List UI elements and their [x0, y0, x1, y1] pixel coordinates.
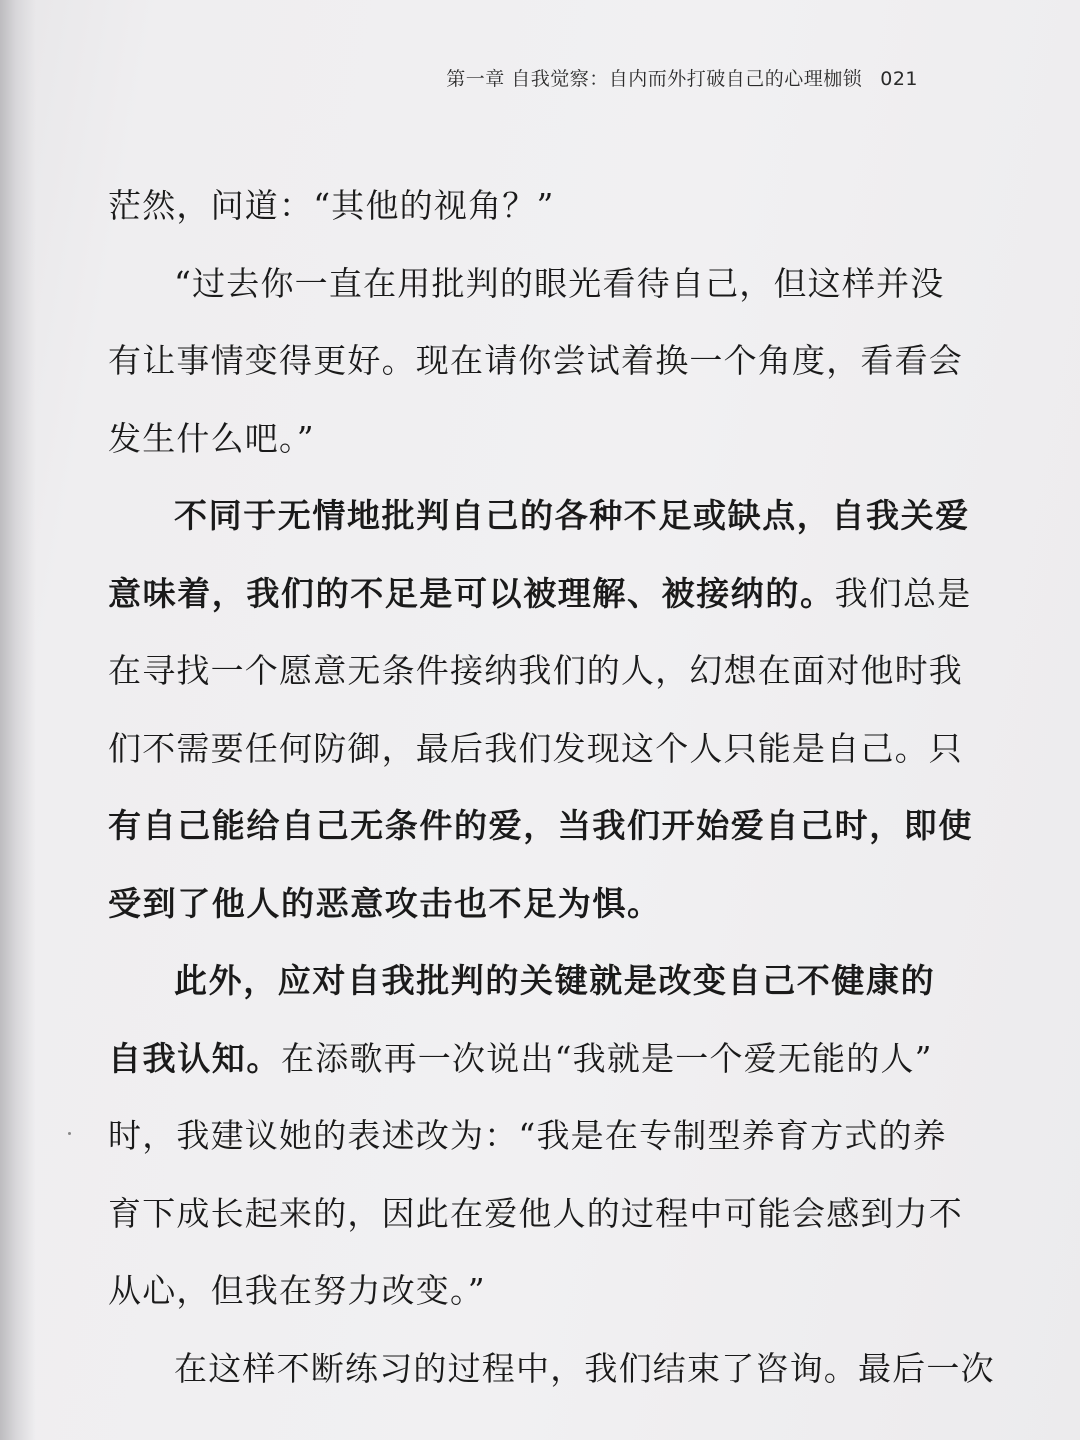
page-gutter-shadow — [0, 0, 36, 1440]
bold-text-segment: 意味着，我们的不足是可以被理解、被接纳的。 — [108, 573, 835, 613]
text-line: 在寻找一个愿意无条件接纳我们的人，幻想在面对他时我 — [108, 651, 963, 690]
text-line-mixed — [108, 1031, 958, 1109]
bold-text-segment: 自我认知。 — [108, 1038, 281, 1078]
text-segment: 我们总是 — [834, 573, 972, 613]
text-line: 时，我建议她的表述改为：“我是在专制型养育方式的养 — [108, 1116, 947, 1155]
text-line: 有让事情变得更好。现在请你尝试着换一个角度，看看会 — [108, 341, 963, 380]
text-line: 发生什么吧。” — [108, 418, 315, 458]
page-number: 021 — [880, 68, 918, 90]
running-header — [446, 64, 918, 91]
text-line: 们不需要任何防御，最后我们发现这个人只能是自己。只 — [108, 728, 963, 768]
text-line-mixed — [108, 566, 972, 644]
text-line: 茫然，问道：“其他的视角？” — [108, 186, 555, 225]
bold-text-line: 有自己能给自己无条件的爱，当我们开始爱自己时，即使 — [108, 806, 973, 845]
bold-text-line: 此外，应对自我批判的关键就是改变自己不健康的 — [174, 961, 936, 1000]
text-line: 在这样不断练习的过程中，我们结束了咨询。最后一次 — [174, 1348, 995, 1388]
text-line: 从心，但我在努力改变。” — [108, 1271, 486, 1310]
bold-text-line: 受到了他人的恶意攻击也不足为惧。 — [108, 883, 662, 923]
body-text — [108, 178, 995, 1418]
bold-text-line: 不同于无情地批判自己的各种不足或缺点，自我关爱 — [174, 496, 970, 535]
paper-speck — [68, 1132, 71, 1135]
chapter-title: 第一章 自我觉察：自内而外打破自己的心理枷锁 — [446, 68, 863, 90]
text-segment: 在添歌再一次说出“我就是一个爱无能的人” — [281, 1038, 933, 1078]
text-line: 育下成长起来的，因此在爱他人的过程中可能会感到力不 — [108, 1193, 963, 1233]
text-line: “过去你一直在用批判的眼光看待自己，但这样并没 — [174, 263, 945, 303]
